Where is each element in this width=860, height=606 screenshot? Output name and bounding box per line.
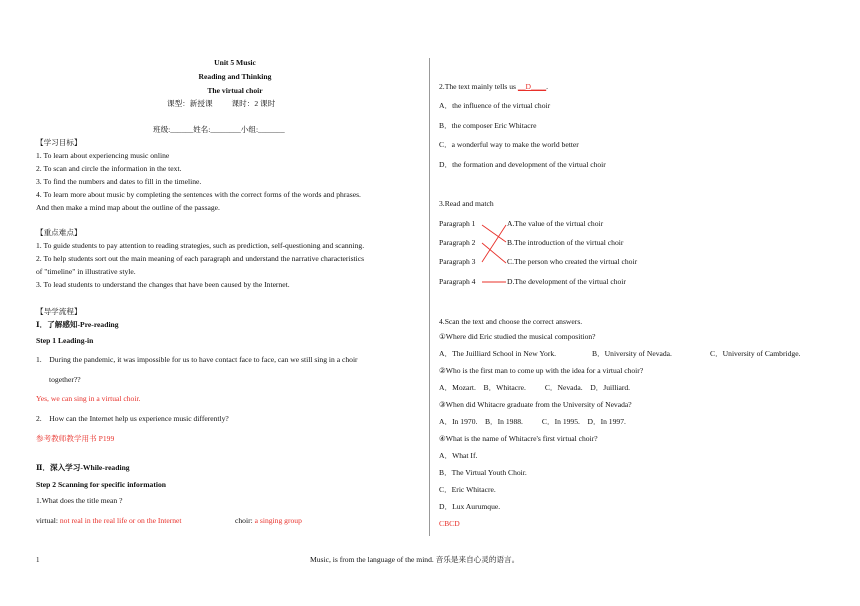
unit-title: Unit 5 Music [214,58,256,67]
q2-suffix: . [546,82,549,91]
option-d: D．the formation and development of the virtual choir [439,160,606,169]
text-title: The virtual choir [207,86,263,95]
sub4-option-c: C．Eric Whitacre. [439,485,496,494]
question-main-idea [439,82,548,92]
sub1-option-a: A．The Juilliard School in New York. [439,349,557,358]
answers-key: CBCD [439,519,460,528]
match-option: C.The person who created the virtual choir [507,257,638,266]
key-point-item: of "timeline" in illustrative style. [36,267,136,276]
sub-question-2: ②Who is the first man to come up with the idea for a virtual choir? [439,366,644,375]
q2-answer: __D____ [517,82,547,91]
virtual-answer: not real in the real life or on the Internet [59,516,182,525]
while-reading-heading: Ⅱ．深入学习-While-reading [36,463,130,472]
footer-quote: Music, is from the language of the mind. 音乐是来自心灵的语言。 [310,555,520,564]
sub2-options: A．Mozart. B．Whitacre. C．Nevada. D．Juilliard. [439,383,631,392]
goal-item: And then make a mind map about the outline of the passage. [36,203,220,212]
paragraph-label: Paragraph 4 [439,277,476,286]
section-title: Reading and Thinking [198,72,272,81]
sub-question-4: ④What is the name of Whitacre's first virtual choir? [439,434,598,443]
sub4-option-d: D．Lux Aurumque. [439,502,501,511]
column-divider [429,58,430,536]
match-option: B.The introduction of the virtual choir [507,238,624,247]
sub1-option-b: B．University of Nevada. [592,349,672,358]
sub4-option-b: B．The Virtual Youth Choir. [439,468,527,477]
question-1-cont: together?? [49,375,81,384]
read-and-match-heading: 3.Read and match [439,199,494,208]
goal-item: 2. To scan and circle the information in the text. [36,164,182,173]
sub1-option-c: C．University of Cambridge. [710,349,801,358]
option-c: C．a wonderful way to make the world better [439,140,579,149]
sub-question-1: ①Where did Eric studied the musical composition? [439,332,596,341]
sub-question-3: ③When did Whitacre graduate from the University of Nevada? [439,400,632,409]
step1-heading: Step 1 Leading-in [36,336,94,345]
goal-item: 3. To find the numbers and dates to fill in the timeline. [36,177,202,186]
class-info-line: 班级:______姓名:________小组:_______ [153,125,285,134]
choir-answer: a singing group [254,516,302,525]
option-b: B．the composer Eric Whitacre [439,121,537,130]
virtual-definition [36,516,182,526]
answer-2: 参考教师教学用书 P199 [36,434,115,443]
match-line-1-b [482,225,506,242]
match-option: A.The value of the virtual choir [507,219,604,228]
goal-item: 1. To learn about experiencing music online [36,151,170,160]
key-point-item: 3. To lead students to understand the changes that have been caused by the Internet. [36,280,290,289]
page-number: 1 [36,556,40,564]
key-points-heading: 【重点难点】 [36,228,82,237]
q2-prefix: 2.The text mainly tells us [439,82,518,91]
title-question: 1.What does the title mean ? [36,496,123,505]
sub4-option-a: A．What If. [439,451,478,460]
pre-reading-heading: Ⅰ．了解感知-Pre-reading [36,320,119,329]
answer-1: Yes, we can sing in a virtual choir. [36,394,141,403]
paragraph-label: Paragraph 1 [439,219,476,228]
paragraph-label: Paragraph 2 [439,238,476,247]
choir-label: choir: [235,516,255,525]
match-option: D.The development of the virtual choir [507,277,626,286]
step2-heading: Step 2 Scanning for specific information [36,480,167,489]
goals-heading: 【学习目标】 [36,138,82,147]
option-a: A．the influence of the virtual choir [439,101,551,110]
scan-heading: 4.Scan the text and choose the correct answers. [439,317,583,326]
match-line-2-c [482,243,506,263]
paragraph-label: Paragraph 3 [439,257,476,266]
key-point-item: 2. To help students sort out the main meaning of each paragraph and understand the narrative characteristics [36,254,365,263]
process-heading: 【导学流程】 [36,307,82,316]
sub3-options: A．In 1970. B．In 1988. C．In 1995. D．In 1997. [439,417,626,426]
matching-lines [478,218,510,290]
question-1: 1. During the pandemic, it was impossible for us to have contact face to face, can we still sing in a choir [36,355,358,364]
match-line-3-a [482,225,506,262]
virtual-label: virtual: [36,516,60,525]
choir-definition [235,516,302,526]
key-point-item: 1. To guide students to pay attention to reading strategies, such as prediction, self-questioning and scanning. [36,241,365,250]
lesson-info: 课型：新授课 课时：2 课时 [167,99,276,108]
question-2: 2. How can the Internet help us experience music differently? [36,414,229,423]
goal-item: 4. To learn more about music by completing the sentences with the correct forms of the words and phrases. [36,190,361,199]
